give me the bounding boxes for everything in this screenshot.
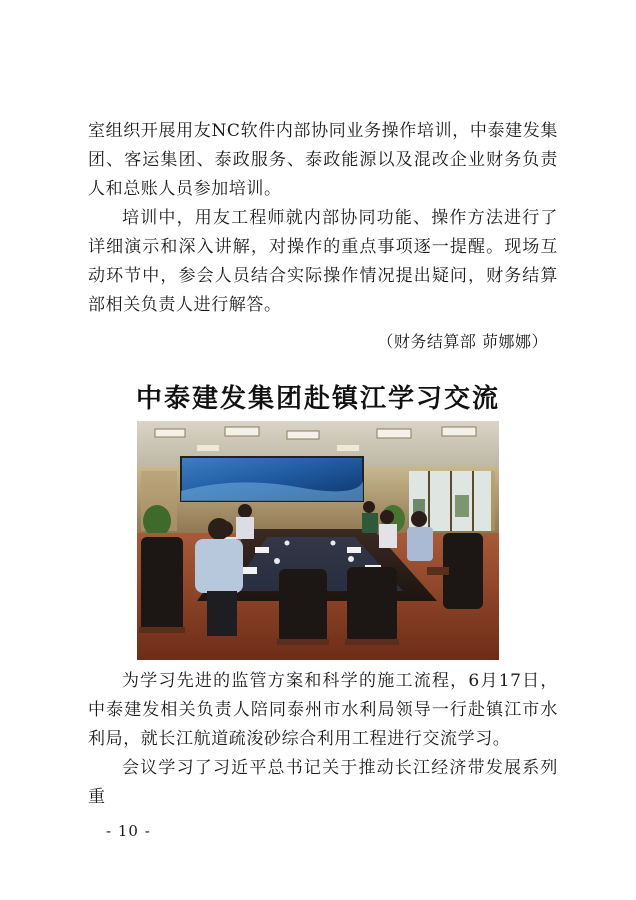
article-headline: 中泰建发集团赴镇江学习交流 (135, 384, 500, 414)
page-number: - 10 - (106, 822, 151, 840)
meeting-photo (137, 421, 499, 660)
paragraph-training-details: 培训中，用友工程师就内部协同功能、操作方法进行了详细演示和深入讲解，对操作的重点事项逐一提醒。现场互动环节中，参会人员结合实际操作情况提出疑问，财务结算部相关负责人进行解答。 (88, 208, 558, 315)
paragraph-visit-intro: 为学习先进的监管方案和科学的施工流程，6月17日，中泰建发相关负责人陪同泰州市水利局领导一行赴镇江市水利局，就长江航道疏浚砂综合利用工程进行交流学习。 (88, 671, 558, 749)
paragraph-training-intro: 室组织开展用友NC软件内部协同业务操作培训，中泰建发集团、客运集团、泰政服务、泰政能源以及混改企业财务负责人和总账人员参加培训。 (88, 121, 558, 199)
article-signature: （财务结算部 茆娜娜） (377, 332, 548, 351)
paragraph-meeting-study: 会议学习了习近平总书记关于推动长江经济带发展系列重 (88, 758, 558, 807)
meeting-room-illustration (137, 421, 499, 660)
